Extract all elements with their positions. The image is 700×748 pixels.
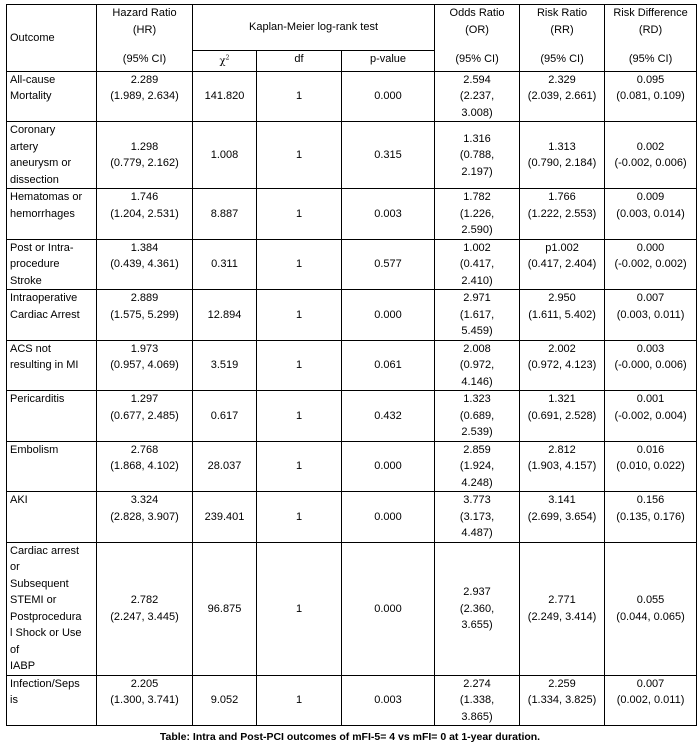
rd-value: 0.007 (636, 292, 665, 305)
header-risk-difference (605, 5, 697, 51)
rr-ci: (1.611, 5.402) (528, 308, 596, 321)
outcome-text-line: Postprocedura (10, 610, 82, 623)
rr-value: 2.259 (548, 677, 576, 690)
table-row (7, 122, 697, 189)
outcome-cell (7, 290, 97, 341)
chi-square-cell: 1.008 (193, 122, 257, 189)
risk-ratio-cell (520, 189, 605, 240)
rd-value: 0.055 (636, 594, 665, 607)
risk-ratio-cell (520, 542, 605, 675)
rd-value: 0.007 (636, 677, 665, 690)
or-value: 1.002 (463, 241, 491, 254)
hr-ci: (1.204, 2.531) (110, 207, 179, 220)
df-cell: 1 (257, 441, 342, 492)
p-value-cell: 0.000 (342, 290, 435, 341)
p-value-cell: 0.000 (342, 492, 435, 543)
hr-value: 1.297 (130, 393, 159, 406)
rd-ci: (0.010, 0.022) (616, 460, 685, 473)
header-or-line2: (OR) (465, 23, 489, 36)
p-value-cell: 0.003 (342, 675, 435, 726)
or-ci-line: 3.865) (461, 710, 493, 723)
rr-ci: (2.039, 2.661) (527, 90, 597, 103)
outcome-text-line: or (10, 561, 20, 574)
or-ci-line: (0.689, (459, 409, 495, 422)
rr-ci: (0.790, 2.184) (527, 157, 597, 170)
outcome-text-line: All-cause (10, 73, 56, 86)
rd-value: 0.016 (636, 443, 665, 456)
risk-ratio-cell (520, 122, 605, 189)
table-row (7, 492, 697, 543)
header-rr-ci: (95% CI) (520, 51, 605, 72)
chi-square-cell: 141.820 (193, 71, 257, 122)
outcome-text-line: dissection (10, 173, 59, 186)
hr-value: 2.768 (130, 443, 159, 456)
outcome-text-line: of (10, 643, 20, 656)
hazard-ratio-cell (97, 675, 193, 726)
hazard-ratio-cell (97, 71, 193, 122)
rr-value: 2.950 (548, 292, 576, 305)
or-ci-line: 2.410) (461, 274, 493, 287)
chi-square-cell: 0.617 (193, 391, 257, 442)
p-value-cell: 0.432 (342, 391, 435, 442)
risk-difference-cell (605, 441, 697, 492)
p-value-cell: 0.061 (342, 340, 435, 391)
table-row (7, 542, 697, 675)
odds-ratio-cell (435, 542, 520, 675)
table-row (7, 340, 697, 391)
outcome-text-line: Cardiac arrest (10, 544, 80, 557)
outcome-text-line: l Shock or Use (10, 627, 82, 640)
odds-ratio-cell (435, 290, 520, 341)
outcome-text-line: Subsequent (10, 577, 69, 590)
header-rd-ci: (95% CI) (605, 51, 697, 72)
hr-value: 2.782 (130, 594, 159, 607)
header-chi-square (193, 51, 257, 72)
or-ci-line: (0.972, (459, 359, 495, 372)
chi-symbol: χ (219, 56, 226, 68)
table-caption: Table: Intra and Post-PCI outcomes of mFI-5= 4 vs mFI= 0 at 1-year duration. (159, 731, 541, 743)
outcome-text-line: aneurysm or (10, 157, 72, 170)
odds-ratio-cell (435, 441, 520, 492)
hazard-ratio-cell (97, 542, 193, 675)
or-value: 3.773 (463, 494, 491, 507)
rr-ci: (0.972, 4.123) (527, 359, 597, 372)
outcomes-table (6, 4, 697, 726)
outcome-cell (7, 492, 97, 543)
df-cell: 1 (257, 189, 342, 240)
risk-ratio-cell (520, 340, 605, 391)
risk-difference-cell (605, 340, 697, 391)
outcome-text-line: Post or Intra- (10, 241, 74, 254)
rd-value: 0.002 (636, 140, 665, 153)
header-row-1 (7, 5, 697, 51)
rr-value: 1.321 (548, 393, 576, 406)
outcome-text-line: Embolism (10, 443, 59, 456)
hr-ci: (2.247, 3.445) (110, 610, 179, 623)
outcome-text-line: Infection/Seps (10, 677, 80, 690)
outcome-cell (7, 542, 97, 675)
outcome-text-line: ACS not (10, 342, 51, 355)
hr-ci: (1.868, 4.102) (110, 460, 179, 473)
header-rr-line1: Risk Ratio (536, 7, 588, 19)
hr-value: 2.205 (130, 677, 159, 690)
rd-ci: (-0.000, 0.006) (614, 359, 687, 372)
header-hazard-ratio (97, 5, 193, 51)
outcome-text-line: Coronary (10, 124, 56, 137)
header-p-value: p-value (342, 51, 435, 72)
hr-value: 1.298 (130, 140, 159, 153)
header-risk-ratio (520, 5, 605, 51)
header-rd-line2: (RD) (638, 23, 663, 36)
outcome-cell (7, 122, 97, 189)
outcome-text-line: artery (10, 140, 39, 153)
hr-ci: (1.989, 2.634) (110, 90, 179, 103)
df-cell: 1 (257, 290, 342, 341)
header-or-line1: Odds Ratio (449, 7, 505, 19)
rr-value: 3.141 (548, 494, 576, 507)
chi-square-cell: 0.311 (193, 239, 257, 290)
table-body (7, 71, 697, 726)
hr-ci: (0.779, 2.162) (110, 157, 179, 170)
or-value: 2.937 (463, 586, 491, 599)
header-rd-line1: Risk Difference (613, 7, 688, 19)
header-kaplan-meier: Kaplan-Meier log-rank test (193, 5, 435, 51)
hr-ci: (0.439, 4.361) (110, 258, 179, 271)
odds-ratio-cell (435, 71, 520, 122)
rd-ci: (-0.002, 0.004) (614, 409, 687, 422)
table-row (7, 290, 697, 341)
hr-value: 1.384 (130, 241, 159, 254)
or-ci-line: (0.417, (459, 258, 495, 271)
risk-difference-cell (605, 492, 697, 543)
header-odds-ratio (435, 5, 520, 51)
header-row-3 (7, 51, 697, 72)
or-ci-line: 2.590) (461, 224, 493, 237)
hr-ci: (1.575, 5.299) (110, 308, 179, 321)
rd-value: 0.009 (636, 191, 665, 204)
or-ci-line: (2.360, (459, 602, 495, 615)
or-ci-line: (1.226, (459, 207, 495, 220)
or-value: 2.971 (463, 292, 491, 305)
outcome-cell (7, 340, 97, 391)
or-ci-line: 4.248) (461, 476, 493, 489)
p-value-cell: 0.000 (342, 71, 435, 122)
odds-ratio-cell (435, 122, 520, 189)
hazard-ratio-cell (97, 391, 193, 442)
rd-ci: (-0.002, 0.002) (614, 258, 687, 271)
p-value-cell: 0.003 (342, 189, 435, 240)
outcome-cell (7, 675, 97, 726)
hr-ci: (1.300, 3.741) (110, 694, 179, 707)
risk-difference-cell (605, 239, 697, 290)
or-value: 1.782 (463, 191, 491, 204)
df-cell: 1 (257, 542, 342, 675)
rd-ci: (0.003, 0.014) (616, 207, 685, 220)
hazard-ratio-cell (97, 290, 193, 341)
outcome-text-line: is (10, 694, 18, 707)
p-value-cell: 0.577 (342, 239, 435, 290)
risk-ratio-cell (520, 71, 605, 122)
outcome-text-line: Stroke (10, 274, 42, 287)
risk-difference-cell (605, 391, 697, 442)
outcome-cell (7, 441, 97, 492)
rd-ci: (0.003, 0.011) (616, 308, 685, 321)
header-hr-ci: (95% CI) (97, 51, 193, 72)
rr-value: 2.329 (548, 73, 576, 86)
rd-value: 0.001 (636, 393, 665, 406)
or-ci-line: 2.539) (461, 426, 493, 439)
or-ci-line: 3.655) (461, 619, 493, 632)
or-value: 2.594 (463, 73, 491, 86)
chi-square-cell: 239.401 (193, 492, 257, 543)
rr-value: 1.766 (548, 191, 576, 204)
rd-ci: (0.044, 0.065) (616, 610, 685, 623)
table-row (7, 189, 697, 240)
hr-value: 3.324 (130, 494, 159, 507)
p-value-cell: 0.000 (342, 542, 435, 675)
rr-ci: (0.691, 2.528) (527, 409, 597, 422)
df-cell: 1 (257, 71, 342, 122)
or-ci-line: (0.788, (459, 149, 495, 162)
outcome-text-line: Cardiac Arrest (10, 308, 80, 321)
hazard-ratio-cell (97, 239, 193, 290)
outcome-text-line: STEMI or (10, 594, 57, 607)
outcome-cell (7, 239, 97, 290)
hr-value: 2.889 (130, 292, 159, 305)
or-ci-line: 5.459) (461, 325, 493, 338)
hr-ci: (0.957, 4.069) (110, 359, 179, 372)
chi-square-cell: 96.875 (193, 542, 257, 675)
rr-value: p1.002 (545, 241, 579, 254)
p-value-cell: 0.315 (342, 122, 435, 189)
header-rr-line2: (RR) (550, 23, 574, 36)
risk-difference-cell (605, 675, 697, 726)
chi-square-cell: 9.052 (193, 675, 257, 726)
odds-ratio-cell (435, 492, 520, 543)
df-cell: 1 (257, 391, 342, 442)
p-value-cell: 0.000 (342, 441, 435, 492)
hazard-ratio-cell (97, 340, 193, 391)
table-row (7, 239, 697, 290)
or-ci-line: (3.173, (459, 510, 495, 523)
hazard-ratio-cell (97, 441, 193, 492)
hr-value: 1.973 (130, 342, 159, 355)
header-hr-line1: Hazard Ratio (112, 7, 177, 19)
risk-ratio-cell (520, 675, 605, 726)
or-ci-line: 2.197) (461, 165, 493, 178)
rr-value: 1.313 (548, 140, 576, 153)
or-value: 1.316 (463, 132, 491, 145)
rd-value: 0.003 (636, 342, 665, 355)
risk-difference-cell (605, 542, 697, 675)
rr-value: 2.771 (548, 594, 576, 607)
or-value: 2.274 (463, 677, 491, 690)
or-ci-line: 4.487) (461, 527, 493, 540)
table-row (7, 441, 697, 492)
outcome-cell (7, 189, 97, 240)
rr-ci: (0.417, 2.404) (527, 258, 597, 271)
outcome-text-line: AKI (10, 494, 28, 507)
outcome-cell (7, 391, 97, 442)
risk-difference-cell (605, 290, 697, 341)
or-ci-line: (2.237, (459, 90, 495, 103)
hr-value: 2.289 (130, 73, 159, 86)
chi-square-cell: 3.519 (193, 340, 257, 391)
or-ci-line: (1.617, (459, 308, 495, 321)
outcome-text-line: IABP (10, 660, 36, 673)
chi-square-cell: 12.894 (193, 290, 257, 341)
rd-value: 0.000 (636, 241, 665, 254)
table-row (7, 675, 697, 726)
or-value: 2.008 (463, 342, 491, 355)
df-cell: 1 (257, 122, 342, 189)
rd-value: 0.095 (636, 73, 665, 86)
or-value: 1.323 (463, 393, 491, 406)
risk-ratio-cell (520, 492, 605, 543)
header-df: df (257, 51, 342, 72)
hr-value: 1.746 (130, 191, 159, 204)
rr-ci: (1.903, 4.157) (527, 460, 597, 473)
odds-ratio-cell (435, 189, 520, 240)
outcome-text-line: Hematomas or (10, 191, 83, 204)
risk-difference-cell (605, 189, 697, 240)
chi-square-cell: 28.037 (193, 441, 257, 492)
header-hr-line2: (HR) (132, 23, 157, 36)
rr-ci: (2.699, 3.654) (527, 510, 597, 523)
hr-ci: (0.677, 2.485) (110, 409, 179, 422)
df-cell: 1 (257, 239, 342, 290)
outcome-text-line: resulting in MI (10, 359, 79, 372)
table-row (7, 71, 697, 122)
rr-value: 2.812 (548, 443, 576, 456)
rr-ci: (1.334, 3.825) (527, 694, 597, 707)
outcome-cell (7, 71, 97, 122)
outcome-text-line: Pericarditis (10, 393, 65, 406)
odds-ratio-cell (435, 391, 520, 442)
risk-ratio-cell (520, 441, 605, 492)
or-ci-line: 3.008) (461, 106, 493, 119)
header-or-ci: (95% CI) (435, 51, 520, 72)
outcome-text-line: Mortality (10, 90, 52, 103)
chi-superscript: 2 (225, 55, 230, 62)
rd-ci: (0.081, 0.109) (616, 90, 685, 103)
table-row (7, 391, 697, 442)
hazard-ratio-cell (97, 122, 193, 189)
rr-ci: (2.249, 3.414) (527, 610, 597, 623)
risk-ratio-cell (520, 239, 605, 290)
header-outcome: Outcome (7, 5, 97, 72)
odds-ratio-cell (435, 675, 520, 726)
rd-ci: (0.135, 0.176) (616, 510, 685, 523)
df-cell: 1 (257, 340, 342, 391)
risk-ratio-cell (520, 391, 605, 442)
df-cell: 1 (257, 675, 342, 726)
risk-difference-cell (605, 71, 697, 122)
or-ci-line: (1.924, (459, 460, 495, 473)
rd-ci: (0.002, 0.011) (616, 694, 685, 707)
or-ci-line: 4.146) (461, 375, 493, 388)
or-value: 2.859 (463, 443, 491, 456)
hazard-ratio-cell (97, 189, 193, 240)
chi-square-symbol (220, 56, 230, 67)
rr-ci: (1.222, 2.553) (527, 207, 597, 220)
chi-square-cell: 8.887 (193, 189, 257, 240)
outcome-text-line: procedure (10, 258, 60, 271)
outcome-text-line: hemorrhages (10, 207, 75, 220)
rd-ci: (-0.002, 0.006) (614, 157, 687, 170)
risk-difference-cell (605, 122, 697, 189)
or-ci-line: (1.338, (459, 694, 495, 707)
hr-ci: (2.828, 3.907) (110, 510, 179, 523)
rr-value: 2.002 (548, 342, 576, 355)
outcome-text-line: Intraoperative (10, 292, 78, 305)
df-cell: 1 (257, 492, 342, 543)
odds-ratio-cell (435, 340, 520, 391)
hazard-ratio-cell (97, 492, 193, 543)
rd-value: 0.156 (636, 494, 665, 507)
risk-ratio-cell (520, 290, 605, 341)
odds-ratio-cell (435, 239, 520, 290)
